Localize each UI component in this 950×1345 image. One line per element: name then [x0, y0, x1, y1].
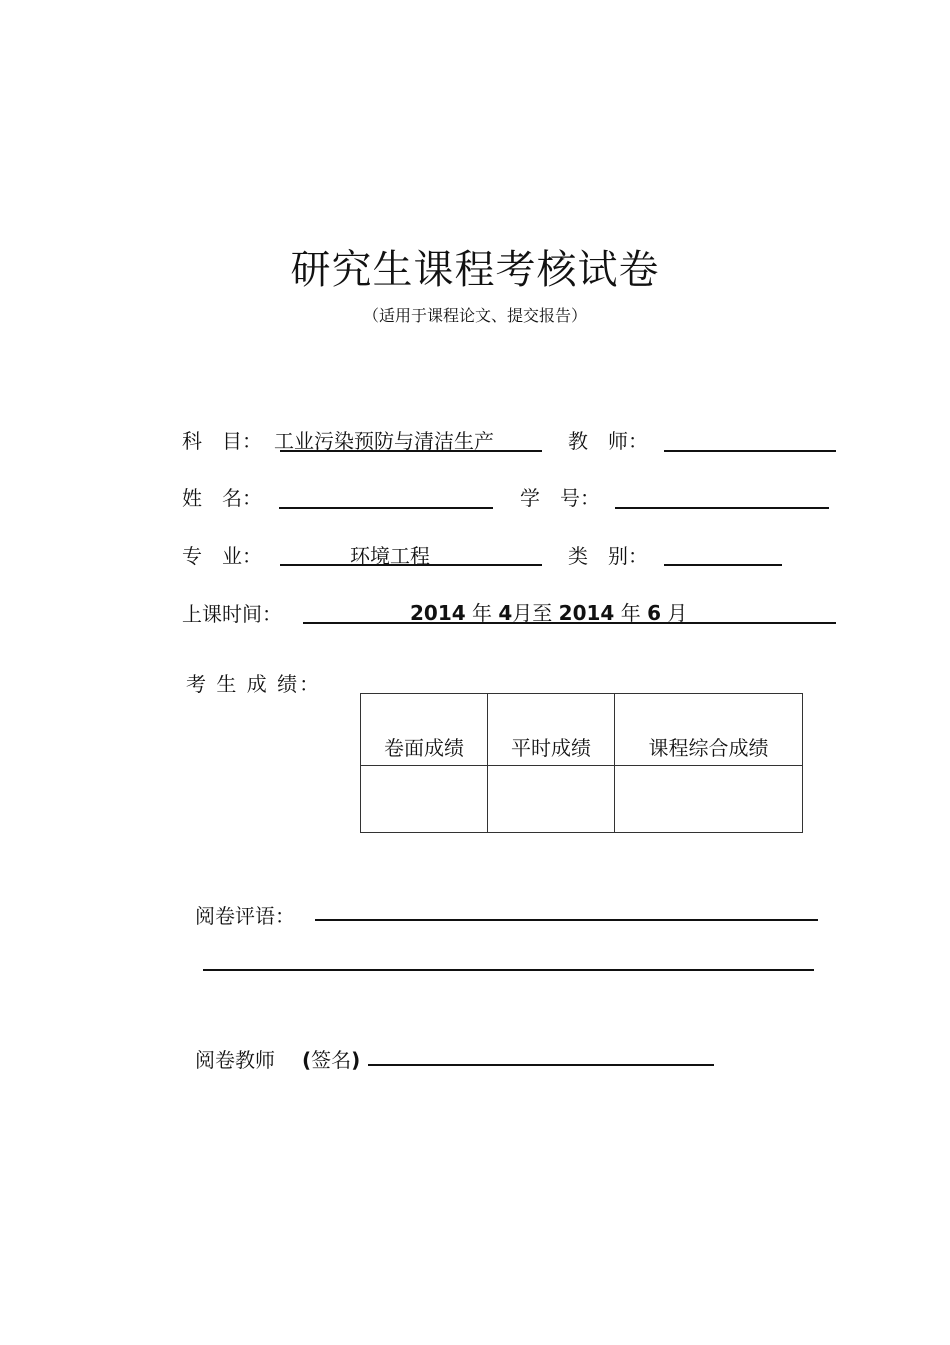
student-no-field-line[interactable] — [615, 507, 829, 509]
time-label: 上课时间： — [182, 602, 282, 626]
subject-value: 工业污染预防与清洁生产 — [274, 429, 494, 453]
sign-open: ( — [302, 1048, 312, 1072]
name-label: 姓 名： — [182, 486, 262, 510]
comment-line-2[interactable] — [203, 969, 814, 971]
page-subtitle: （适用于课程论文、提交报告） — [362, 306, 587, 325]
sign-close: ) — [351, 1048, 361, 1072]
major-label: 专 业： — [182, 544, 262, 568]
scores-table — [360, 693, 803, 833]
score-cell-paper[interactable] — [361, 766, 488, 833]
time-month-char: 月 — [667, 601, 688, 625]
time-year-char2: 年 — [620, 601, 641, 625]
category-field-line[interactable] — [664, 564, 782, 566]
time-to: 月至 — [512, 601, 553, 625]
score-col-total: 课程综合成绩 — [615, 694, 803, 766]
review-teacher-label: 阅卷教师 — [195, 1048, 275, 1072]
major-underline — [280, 564, 542, 566]
name-field-line[interactable] — [279, 507, 493, 509]
sign-text: 签名 — [311, 1048, 352, 1072]
comment-label: 阅卷评语： — [195, 904, 295, 928]
category-label: 类 别： — [568, 544, 648, 568]
scores-value-row — [361, 766, 803, 833]
comment-line-1[interactable] — [315, 919, 818, 921]
time-year-char1: 年 — [472, 601, 493, 625]
time-year2: 2014 — [558, 601, 615, 625]
score-col-paper: 卷面成绩 — [361, 694, 488, 766]
page-title: 研究生课程考核试卷 — [290, 247, 660, 293]
score-cell-regular[interactable] — [488, 766, 615, 833]
signature-line[interactable] — [368, 1064, 714, 1066]
score-cell-total[interactable] — [615, 766, 803, 833]
scores-label: 考 生 成 绩： — [186, 672, 322, 696]
time-month2: 6 — [647, 601, 661, 625]
subject-label: 科 目： — [182, 429, 262, 453]
time-underline — [303, 622, 836, 624]
teacher-field-line[interactable] — [664, 450, 836, 452]
subject-underline — [280, 450, 542, 452]
student-no-label: 学 号： — [520, 486, 600, 510]
time-year1: 2014 — [410, 601, 466, 625]
teacher-label: 教 师： — [568, 429, 648, 453]
sign-note — [302, 1044, 360, 1073]
time-month1: 4 — [498, 601, 513, 625]
scores-header-row — [361, 694, 803, 766]
score-col-regular: 平时成绩 — [488, 694, 615, 766]
major-value: 环境工程 — [350, 544, 430, 568]
